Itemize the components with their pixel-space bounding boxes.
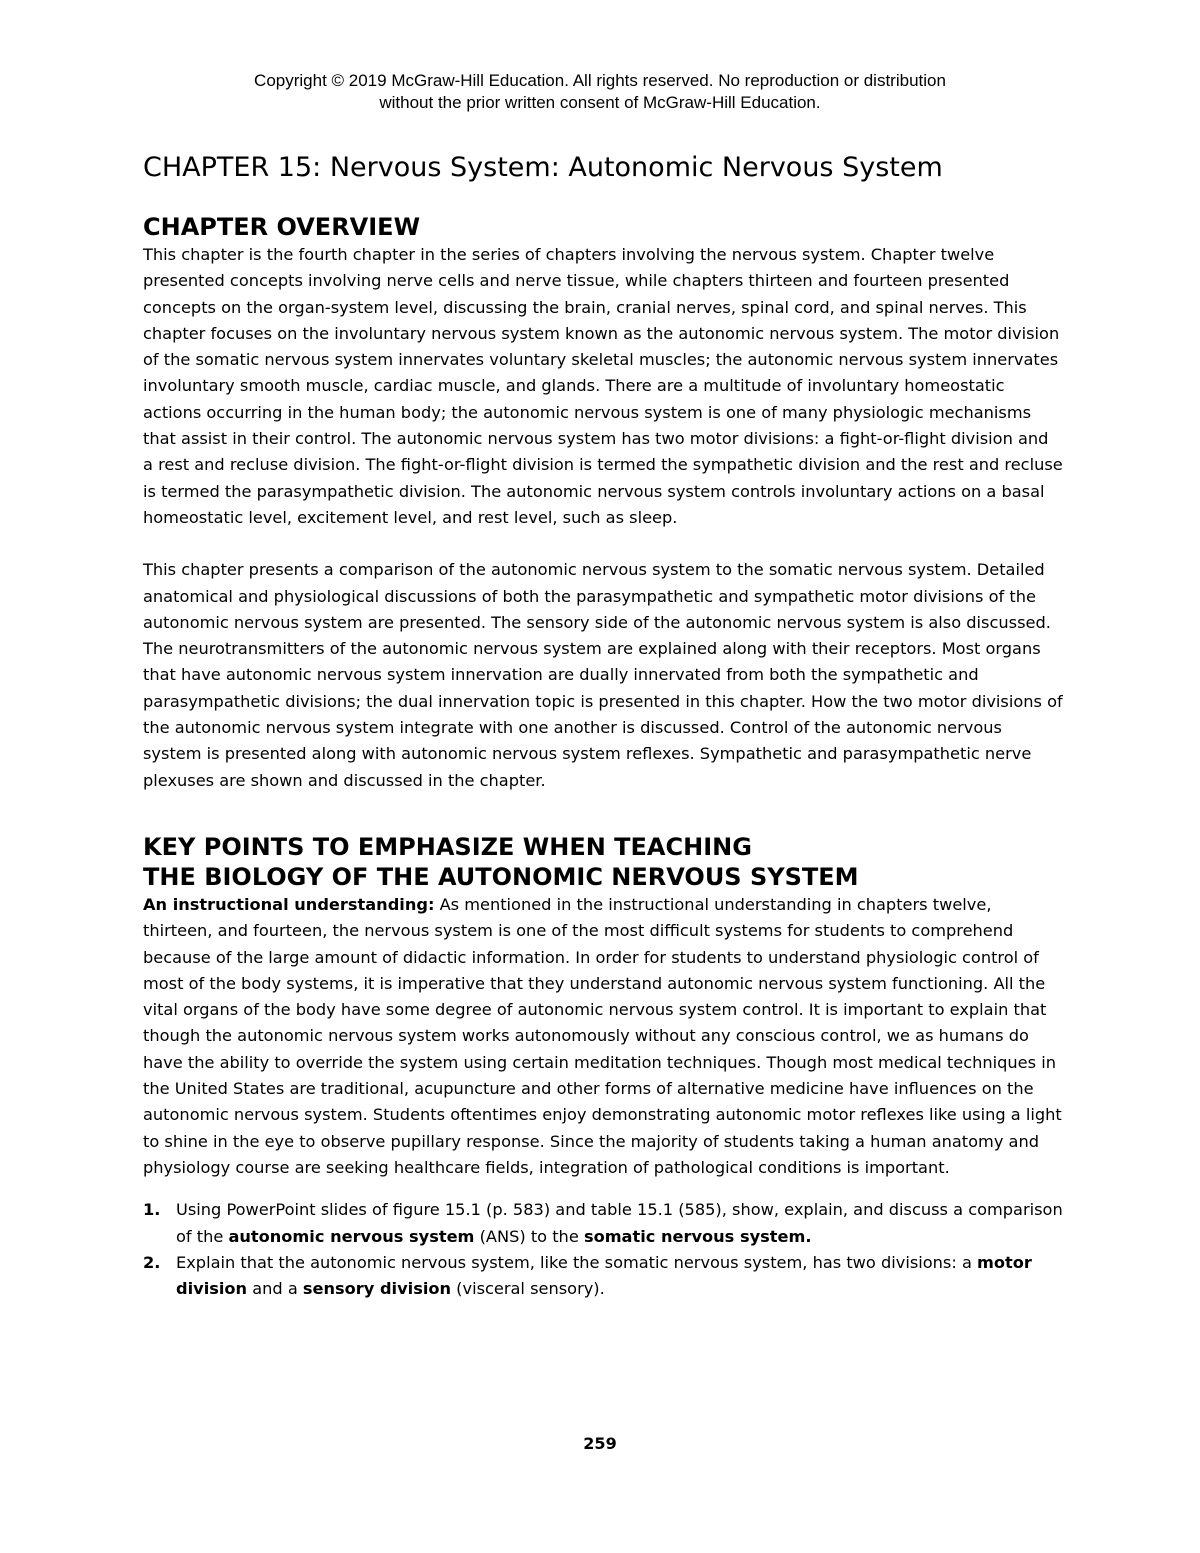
list-item-bold-term: motor division bbox=[176, 1252, 1032, 1299]
list-item-number: 2. bbox=[143, 1252, 161, 1272]
list-item bbox=[143, 1197, 1063, 1250]
instructional-understanding-paragraph bbox=[143, 892, 1063, 1181]
overview-heading: CHAPTER OVERVIEW bbox=[143, 213, 421, 241]
instructional-understanding-text: As mentioned in the instructional understanding in chapters twelve, thirteen, and fourteen, the nervous system is one of the most difficult systems for students to comprehend because of the large amount of didactic information. In order for students to understand physiologic control of most of the body systems, it is imperative that they understand autonomic nervous system functioning. All the vital organs of the body have some degree of autonomic nervous system control. It is important to explain that though the autonomic nervous system works autonomously without any conscious control, we as humans do have the ability to override the system using certain meditation techniques. Though most medical techniques in the United States are traditional, acupuncture and other forms of alternative medicine have influences on the autonomic nervous system. Students oftentimes enjoy demonstrating autonomic motor reflexes like using a light to shine in the eye to observe pupillary response. Since the majority of students taking a human anatomy and physiology course are seeking healthcare fields, integration of pathological conditions is important. bbox=[143, 894, 1062, 1177]
list-item bbox=[143, 1250, 1063, 1303]
list-item-bold-term: autonomic nervous system bbox=[228, 1226, 475, 1246]
overview-paragraph-2: This chapter presents a comparison of the autonomic nervous system to the somatic nervous system. Detailed anatomical and physiological discussions of both the parasympathetic and sympathetic motor divisions of the autonomic nervous system are presented. The sensory side of the autonomic nervous system is also discussed. The neurotransmitters of the autonomic nervous system are explained along with their receptors. Most organs that have autonomic nervous system innervation are dually innervated from both the sympathetic and parasympathetic divisions; the dual innervation topic is presented in this chapter. How the two motor divisions of the autonomic nervous system integrate with one another is discussed. Control of the autonomic nervous system is presented along with autonomic nervous system reflexes. Sympathetic and parasympathetic nerve plexuses are shown and discussed in the chapter. bbox=[143, 560, 1063, 790]
list-item-text: (ANS) to the bbox=[474, 1226, 584, 1246]
instructional-understanding-label: An instructional understanding: bbox=[143, 894, 435, 914]
list-item-bold-term: somatic nervous system. bbox=[583, 1226, 812, 1246]
overview-paragraph-1: This chapter is the fourth chapter in the series of chapters involving the nervous system. Chapter twelve presented concepts involving nerve cells and nerve tissue, while chapters thirteen and fourteen presented concepts on the organ-system level, discussing the brain, cranial nerves, spinal cord, and spinal nerves. This chapter focuses on the involuntary nervous system known as the autonomic nervous system. The motor division of the somatic nervous system innervates voluntary skeletal muscles; the autonomic nervous system innervates involuntary smooth muscle, cardiac muscle, and glands. There are a multitude of involuntary homeostatic actions occurring in the human body; the autonomic nervous system is one of many physiologic mechanisms that assist in their control. The autonomic nervous system has two motor divisions: a fight-or-flight division and a rest and recluse division. The fight-or-flight division is termed the sympathetic division and the rest and recluse is termed the parasympathetic division. The autonomic nervous system controls involuntary actions on a basal homeostatic level, excitement level, and rest level, such as sleep. bbox=[143, 245, 1063, 527]
page-number: 259 bbox=[583, 1434, 617, 1453]
chapter-title: CHAPTER 15: Nervous System: Autonomic Nervous System bbox=[143, 152, 943, 183]
key-points-heading-line-2: THE BIOLOGY OF THE AUTONOMIC NERVOUS SYSTEM bbox=[143, 862, 859, 891]
key-points-heading-line-1: KEY POINTS TO EMPHASIZE WHEN TEACHING bbox=[143, 832, 752, 861]
copyright-line-1: Copyright © 2019 McGraw-Hill Education. All rights reserved. No reproduction or distribution bbox=[254, 71, 946, 90]
copyright-line-2: without the prior written consent of McGraw-Hill Education. bbox=[379, 93, 821, 112]
list-item-bold-term: sensory division bbox=[302, 1279, 452, 1299]
page-content bbox=[143, 140, 1063, 1302]
list-item-text: (visceral sensory). bbox=[451, 1279, 605, 1299]
copyright-notice bbox=[0, 70, 1200, 114]
key-points-list bbox=[143, 1197, 1063, 1302]
list-item-text: and a bbox=[247, 1279, 303, 1299]
list-item-text: Using PowerPoint slides of figure 15.1 (p. 583) and table 15.1 (585), show, explain, and discuss a comparison of the bbox=[176, 1200, 1063, 1246]
list-item-number: 1. bbox=[143, 1200, 161, 1220]
list-item-text: Explain that the autonomic nervous system, like the somatic nervous system, has two divisions: a bbox=[176, 1252, 978, 1272]
